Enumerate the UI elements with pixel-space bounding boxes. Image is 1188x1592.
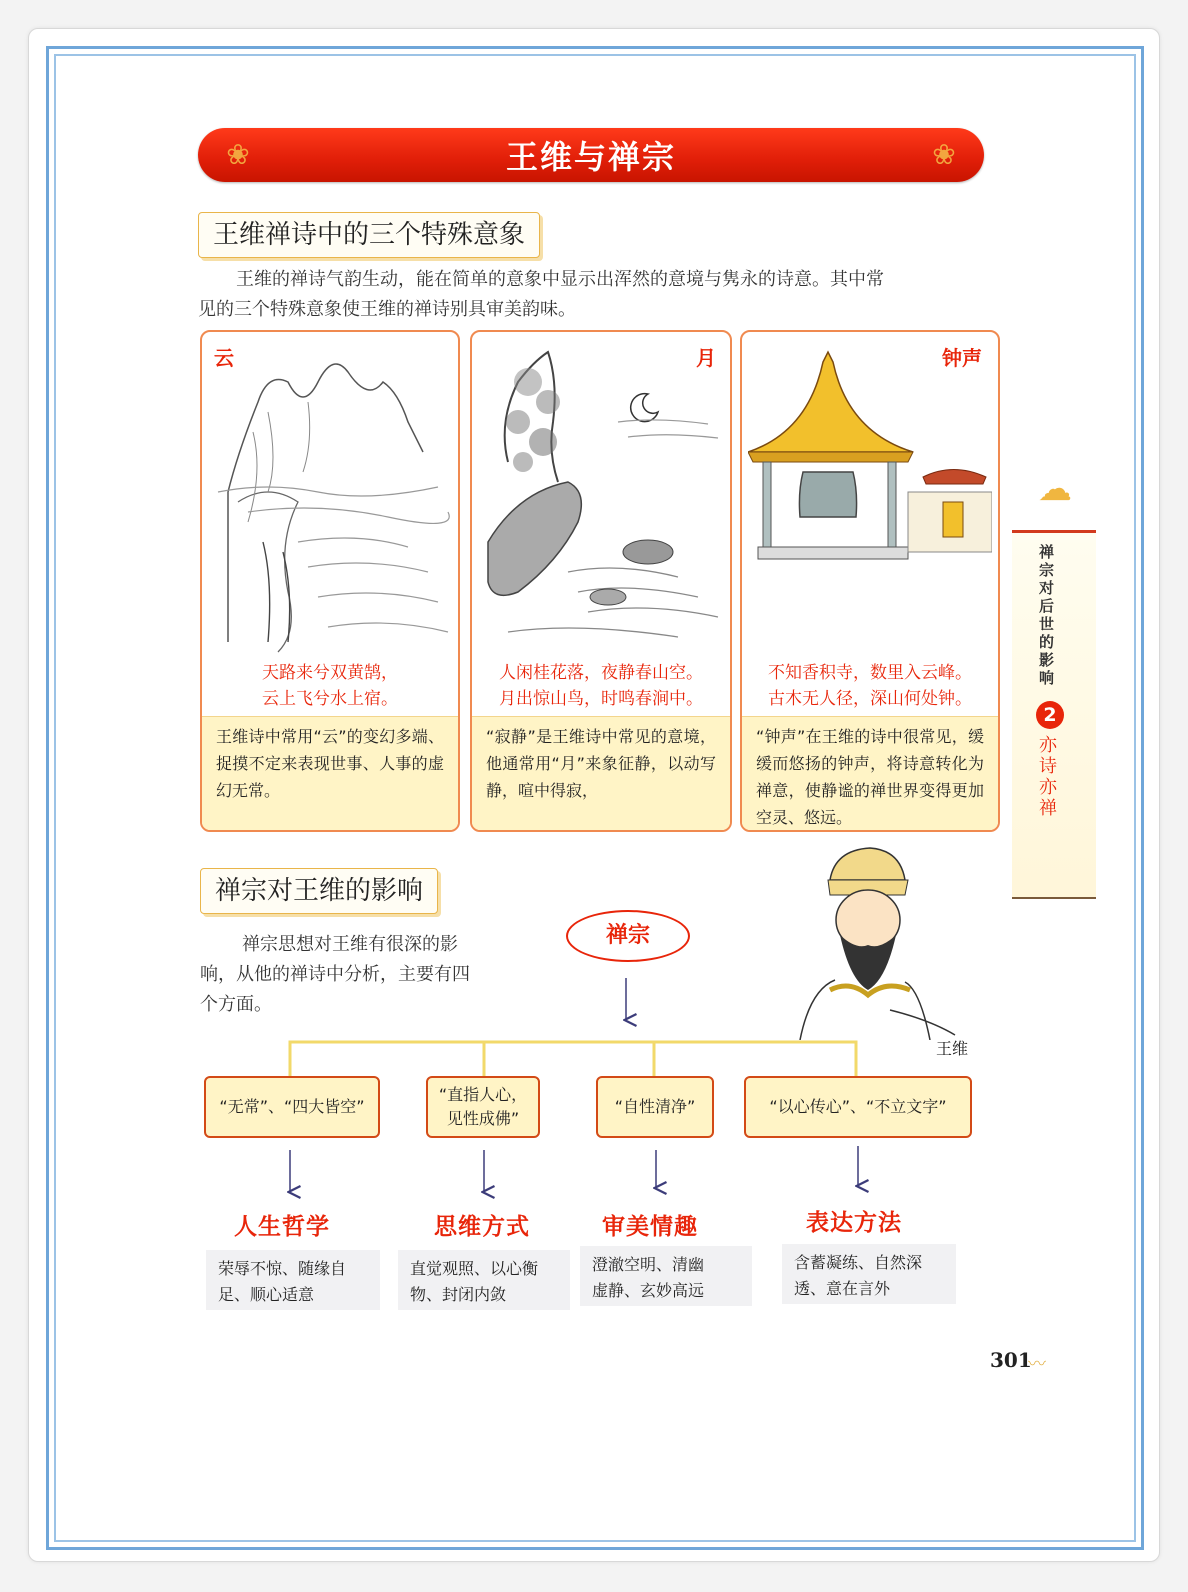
- category-label: 人生哲学: [234, 1213, 330, 1240]
- page-number: 301: [990, 1348, 1032, 1372]
- concept-line-2: 见性成佛”: [446, 1109, 520, 1128]
- category-description: [206, 1250, 380, 1310]
- poem-text: [472, 660, 730, 712]
- scroll-ornament-icon: 〰: [1028, 1354, 1046, 1375]
- floral-ornament-icon: ❀: [932, 138, 956, 171]
- root-node-chan: 禅宗: [566, 910, 690, 962]
- desc-line-1: 荣辱不惊、随缘自: [218, 1259, 347, 1278]
- concept-line-1: “无常”、“四大皆空”: [219, 1097, 365, 1116]
- poem-line-1: 天路来兮双黄鹄，: [262, 663, 398, 683]
- intro-line-2: 响，从他的禅诗中分析，主要有四: [200, 964, 470, 985]
- imagery-card-bell: [740, 330, 1000, 832]
- imagery-label: 月: [696, 346, 716, 370]
- desc-line-2: 透、意在言外: [794, 1279, 891, 1298]
- intro-line-1: 禅宗思想对王维有很深的影: [242, 934, 458, 955]
- desc-line-1: 含蓄凝练、自然深: [794, 1253, 923, 1272]
- category-description: [782, 1244, 956, 1304]
- category-description: [398, 1250, 570, 1310]
- title-banner: [198, 128, 984, 182]
- influence-intro: [200, 930, 530, 1020]
- concept-box: [744, 1076, 972, 1138]
- desc-line-2: 物、封闭内敛: [410, 1285, 507, 1304]
- concept-box: [426, 1076, 540, 1138]
- concept-box: [204, 1076, 380, 1138]
- chapter-sidebar: [1012, 530, 1096, 899]
- category-label: 表达方法: [806, 1209, 902, 1236]
- poem-line-2: 月出惊山鸟，时鸣春涧中。: [499, 689, 703, 709]
- mountain-cloud-illustration: [208, 342, 452, 658]
- figure-caption: 王维: [936, 1039, 969, 1058]
- section-intro: [198, 265, 988, 325]
- desc-line-2: 虚静、玄妙高远: [592, 1281, 705, 1300]
- floral-ornament-icon: ❀: [226, 138, 250, 171]
- chapter-title: 禅宗对后世的影响: [1039, 543, 1055, 687]
- page-title: 王维与禅宗: [505, 138, 676, 176]
- category-label: 思维方式: [434, 1213, 530, 1240]
- intro-line-1: 王维的禅诗气韵生动，能在简单的意象中显示出浑然的意境与隽永的诗意。其中常: [236, 269, 884, 290]
- intro-line-2: 见的三个特殊意象使王维的禅诗别具审美韵味。: [198, 299, 576, 320]
- category-label: 审美情趣: [602, 1213, 698, 1240]
- concept-box: [596, 1076, 714, 1138]
- imagery-note: 王维诗中常用“云”的变幻多端、捉摸不定来表现世事、人事的虚幻无常。: [202, 716, 458, 830]
- category-description: [580, 1246, 752, 1306]
- bell-pavilion-illustration: [748, 342, 992, 658]
- imagery-label: 云: [214, 346, 234, 370]
- poem-text: [202, 660, 458, 712]
- concept-line-1: “自性清净”: [614, 1097, 696, 1116]
- imagery-label: 钟声: [942, 346, 982, 370]
- cloud-ornament-icon: ☁: [1038, 469, 1072, 509]
- desc-line-2: 足、顺心适意: [218, 1285, 315, 1304]
- desc-line-1: 澄澈空明、清幽: [592, 1255, 705, 1274]
- chapter-subtitle: 亦诗亦禅: [1039, 735, 1057, 819]
- section-heading-imagery: 王维禅诗中的三个特殊意象: [198, 212, 540, 258]
- section-heading-influence: 禅宗对王维的影响: [200, 868, 438, 914]
- poem-line-1: 不知香积寺，数里入云峰。: [768, 663, 972, 683]
- imagery-note: “钟声”在王维的诗中很常见，缓缓而悠扬的钟声，将诗意转化为禅意，使静谧的禅世界变得更加空灵、悠远。: [742, 716, 998, 830]
- imagery-card-cloud: [200, 330, 460, 832]
- poem-text: [742, 660, 998, 712]
- concept-line-1: “以心传心”、“不立文字”: [769, 1097, 947, 1116]
- poem-line-2: 古木无人径，深山何处钟。: [768, 689, 972, 709]
- moon-rock-tree-illustration: [478, 342, 724, 658]
- wang-wei-portrait: [790, 840, 970, 1040]
- chapter-number: 2: [1036, 701, 1064, 729]
- imagery-card-moon: [470, 330, 732, 832]
- intro-line-3: 个方面。: [200, 994, 272, 1015]
- concept-line-1: “直指人心，: [438, 1085, 528, 1104]
- poem-line-1: 人闲桂花落，夜静春山空。: [499, 663, 703, 683]
- desc-line-1: 直觉观照、以心衡: [410, 1259, 539, 1278]
- poem-line-2: 云上飞兮水上宿。: [262, 689, 398, 709]
- imagery-note: “寂静”是王维诗中常见的意境，他通常用“月”来象征静，以动写静，喧中得寂，: [472, 716, 730, 830]
